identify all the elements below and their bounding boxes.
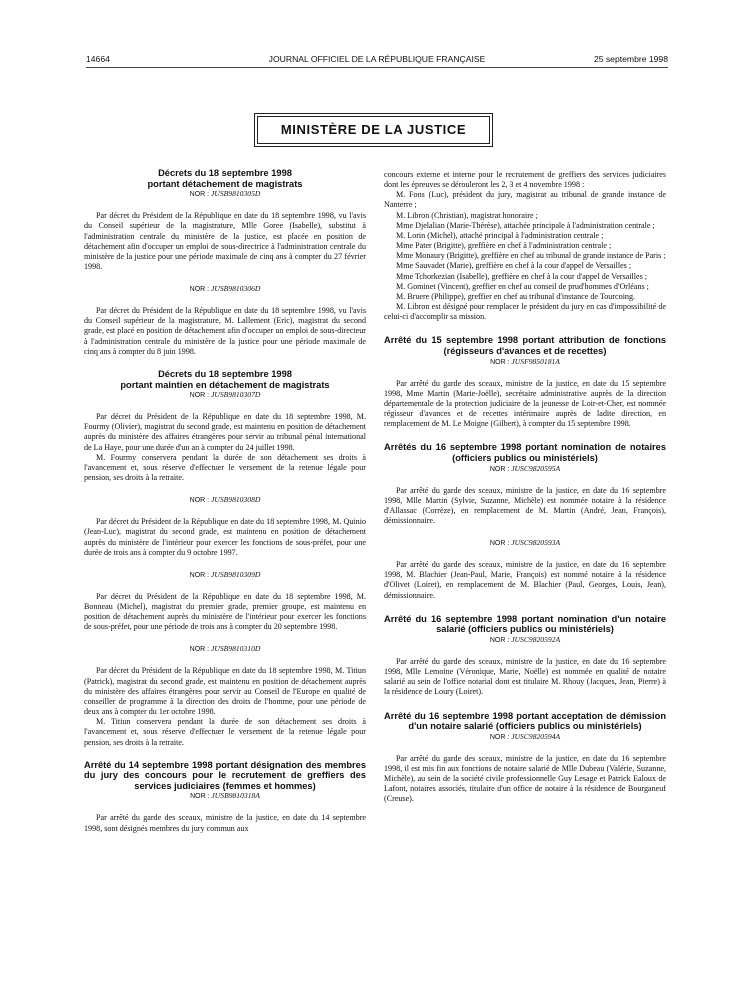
paragraph: Par arrêté du garde des sceaux, ministre de la justice, en date du 16 septembre 1998, il est mis fin aux fonctions de notaire salarié de Mlle Dubeau (Valérie, Suzanne, Michèle), au sein de la société civile professionnelle Guy Lesage et Patrick Ealoux de Lafont, notaires associés, titulaire d'un office de notaire à la résidence de Bourganeuf (Creuse). <box>384 753 666 804</box>
jury-member: Mme Djelalian (Marie-Thérèse), attachée principale à l'administration centrale ; <box>396 220 655 230</box>
nor-code: JUSB9810310D <box>211 644 261 654</box>
section-title: Arrêté du 15 septembre 1998 portant attribution de fonctions (régisseurs d'avances et de recettes) <box>384 335 666 356</box>
nor-label: NOR : <box>489 465 510 473</box>
nor-reference <box>384 732 666 743</box>
jury-member: M. Lorin (Michel), attaché principal à l'administration centrale ; <box>396 230 604 240</box>
nor-code: JUSB9810306D <box>211 284 261 294</box>
nor-label: NOR : <box>189 392 210 400</box>
section-title: Décrets du 18 septembre 1998 <box>158 368 292 379</box>
nor-reference <box>384 635 666 646</box>
nor-label: NOR : <box>489 733 510 741</box>
nor-label: NOR : <box>190 793 210 801</box>
jury-member: M. Libron (Christian), magistrat honoraire ; <box>396 210 538 220</box>
nor-code: JUSB9810307D <box>211 390 261 400</box>
nor-reference <box>84 495 366 506</box>
nor-label: NOR : <box>189 191 210 199</box>
nor-label: NOR : <box>489 540 510 548</box>
nor-code: JUSC9820594A <box>511 731 561 741</box>
nor-reference <box>84 791 366 802</box>
journal-title: JOURNAL OFFICIEL DE LA RÉPUBLIQUE FRANÇAISE <box>268 54 486 64</box>
nor-code: JUSB9810309D <box>211 569 261 579</box>
nor-reference <box>384 357 666 368</box>
nor-code: JUSB9810318A <box>211 791 260 801</box>
jury-member: Mme Sauvadet (Marie), greffière en chef à la cour d'appel de Versailles ; <box>396 261 632 271</box>
paragraph: Par décret du Président de la République en date du 18 septembre 1998, vu l'avis du Conseil supérieur de la magistrature, M. Lallement (Eric), magistrat du second grade, est placé en position de détachement afin d'occuper un emploi de sous-directeur à l'administration centrale du ministère de la justice pour une période maximale de cinq ans à compter du 8 juin 1998. <box>84 306 366 356</box>
jury-member: Mme Monaury (Brigitte), greffière en chef au tribunal de grande instance de Paris ; <box>396 251 666 261</box>
nor-reference <box>84 390 366 401</box>
section-title: Arrêté du 14 septembre 1998 portant désignation des membres du jury des concours pour le recrutement de greffiers des services judiciaires (femmes et hommes) <box>84 759 366 791</box>
jury-member: M. Gominet (Vincent), greffier en chef au conseil de prud'hommes d'Orléans ; <box>396 281 649 291</box>
right-column <box>384 170 666 805</box>
paragraph: concours externe et interne pour le recrutement de greffiers des services judiciaires dont les épreuves se dérouleront les 2, 3 et 4 novembre 1998 : <box>384 170 666 190</box>
section-title: Arrêté du 16 septembre 1998 portant nomination d'un notaire salarié (officiers publics ou ministériels) <box>384 613 666 635</box>
paragraph: Par arrêté du garde des sceaux, ministre de la justice, en date du 16 septembre 1998, M. Blachier (Jean-Paul, Marie, François) est nommé notaire à la résidence d'Olivet (Loiret), en remplacement de M. Blachier (Paul, Georges, Louis, Jean), démissionnaire. <box>384 560 666 600</box>
section-title: portant détachement de magistrats <box>147 178 303 189</box>
jury-member: M. Fons (Luc), président du jury, magistrat au tribunal de grande instance de Nanterre ; <box>384 190 666 210</box>
nor-label: NOR : <box>490 358 510 366</box>
nor-label: NOR : <box>189 286 210 294</box>
nor-reference <box>84 284 366 295</box>
jury-member: M. Bruere (Philippe), greffier en chef au tribunal d'instance de Tourcoing. <box>396 291 636 301</box>
paragraph: Par décret du Président de la République en date du 18 septembre 1998, M. Fourmy (Olivier), magistrat du second grade, est maintenu en position de détachement auprès du ministère des affaires étrangères pour servir au tribunal pénal international de La Haye, pour une durée d'un an à compter du 24 juillet 1998. <box>84 412 366 452</box>
paragraph: Par arrêté du garde des sceaux, ministre de la justice, en date du 16 septembre 1998, Mlle Lemoine (Véronique, Marie, Noëlle) est nommée en qualité de notaire salarié au sein de l'office notarial dont est titulaire M. Rhouy (Jacques, Jean, Pierre) à la résidence de Loury (Loiret). <box>384 656 666 697</box>
nor-code: JUSB9810305D <box>211 189 261 199</box>
paragraph: Par décret du Président de la République en date du 18 septembre 1998, vu l'avis du Conseil supérieur de la magistrature, Mlle Goree (Isabelle), substitut à l'administration centrale du ministère de la justice, est placée en position de détachement afin d'occuper un emploi de sous-directrice à l'administration centrale du ministère de la justice pour une période maximale de cinq ans à compter du 27 février 1998. <box>84 211 366 271</box>
nor-reference <box>84 570 366 581</box>
paragraph: Par arrêté du garde des sceaux, ministre de la justice, en date du 16 septembre 1998, Mlle Martin (Sylvie, Suzanne, Michèle) est nommée notaire à la résidence d'Allassac (Corrèze), en remplacement de M. Martin (André, Jean, François), démissionnaire. <box>384 485 666 525</box>
paragraph: M. Titiun conservera pendant la durée de son détachement ses droits à l'avancement et, sous réserve d'effectuer le versement de la retenue légale pour pension, ses droits à la retraite. <box>84 717 366 747</box>
left-column <box>84 168 366 834</box>
page-header <box>86 54 668 68</box>
nor-label: NOR : <box>189 571 210 579</box>
ministry-title-box: MINISTÈRE DE LA JUSTICE <box>257 116 490 144</box>
nor-label: NOR : <box>489 636 510 644</box>
section-title: portant maintien en détachement de magistrats <box>120 379 330 390</box>
nor-code: JUSB9810308D <box>211 495 261 505</box>
jury-member: Mme Pater (Brigitte), greffière en chef à l'administration centrale ; <box>396 241 612 251</box>
nor-code: JUSC9820593A <box>511 538 561 548</box>
paragraph: Par arrêté du garde des sceaux, ministre de la justice, en date du 15 septembre 1998, Mme Martin (Marie-Joëlle), secrétaire administrative auprès de la direction départementale de la protection judiciaire de la jeunesse de Loir-et-Cher, est nommée régisseur d'avances et de recettes intérimaire auprès de ladite direction, en remplacement de M. Le Moigne (Gilbert), à compter du 15 septembre 1998. <box>384 378 666 429</box>
nor-code: JUSF9850181A <box>511 356 560 366</box>
section-title: Arrêtés du 16 septembre 1998 portant nomination de notaires (officiers publics ou ministériels) <box>384 442 666 463</box>
paragraph: Par décret du Président de la République en date du 18 septembre 1998, M. Quinio (Jean-Luc), magistrat du second grade, est maintenu en position de détachement auprès du ministère de l'intérieur pour exercer les fonctions de sous-préfet, pour une durée de trois ans à compter du 9 octobre 1997. <box>84 517 366 557</box>
section-title: Arrêté du 16 septembre 1998 portant acceptation de démission d'un notaire salarié (officiers publics ou ministériels) <box>384 710 666 732</box>
paragraph: M. Fourmy conservera pendant la durée de son détachement ses droits à l'avancement et, sous réserve d'effectuer le versement de la retenue légale pour pension, ses droits à la retraite. <box>84 452 366 483</box>
paragraph: Par arrêté du garde des sceaux, ministre de la justice, en date du 14 septembre 1998, sont désignés membres du jury commun aux <box>84 813 366 833</box>
nor-reference <box>384 538 666 549</box>
nor-code: JUSC9820592A <box>511 634 561 644</box>
nor-code: JUSC9820595A <box>511 463 561 473</box>
paragraph: M. Libron est désigné pour remplacer le président du jury en cas d'impossibilité de celui-ci d'accomplir sa mission. <box>384 302 666 322</box>
issue-date: 25 septembre 1998 <box>593 54 668 64</box>
nor-reference <box>84 644 366 655</box>
nor-label: NOR : <box>189 497 210 505</box>
paragraph: Par décret du Président de la République en date du 18 septembre 1998, M. Titiun (Patrick), magistrat du second grade, est maintenu en position de détachement auprès du ministère des affaires étrangères pour servir au Conseil de l'Europe en qualité de conseiller de programme à la direction des droits de l'homme, pour une période de deux ans à compter du 1er octobre 1998. <box>84 666 366 717</box>
section-title: Décrets du 18 septembre 1998 <box>158 168 292 178</box>
paragraph: Par décret du Président de la République en date du 18 septembre 1998, M. Bonneau (Michel), magistrat du premier grade, premier groupe, est maintenu en position de détachement auprès du ministère de l'intérieur pour exercer les fonctions de sous-préfet, pour une période de trois ans à compter du 20 septembre 1998. <box>84 591 366 632</box>
page-number: 14664 <box>86 54 110 64</box>
nor-reference <box>384 464 666 475</box>
jury-member: Mme Tchorkezian (Isabelle), greffière en chef à la cour d'appel de Versailles ; <box>396 271 648 281</box>
nor-label: NOR : <box>189 646 210 654</box>
nor-reference <box>84 189 366 200</box>
